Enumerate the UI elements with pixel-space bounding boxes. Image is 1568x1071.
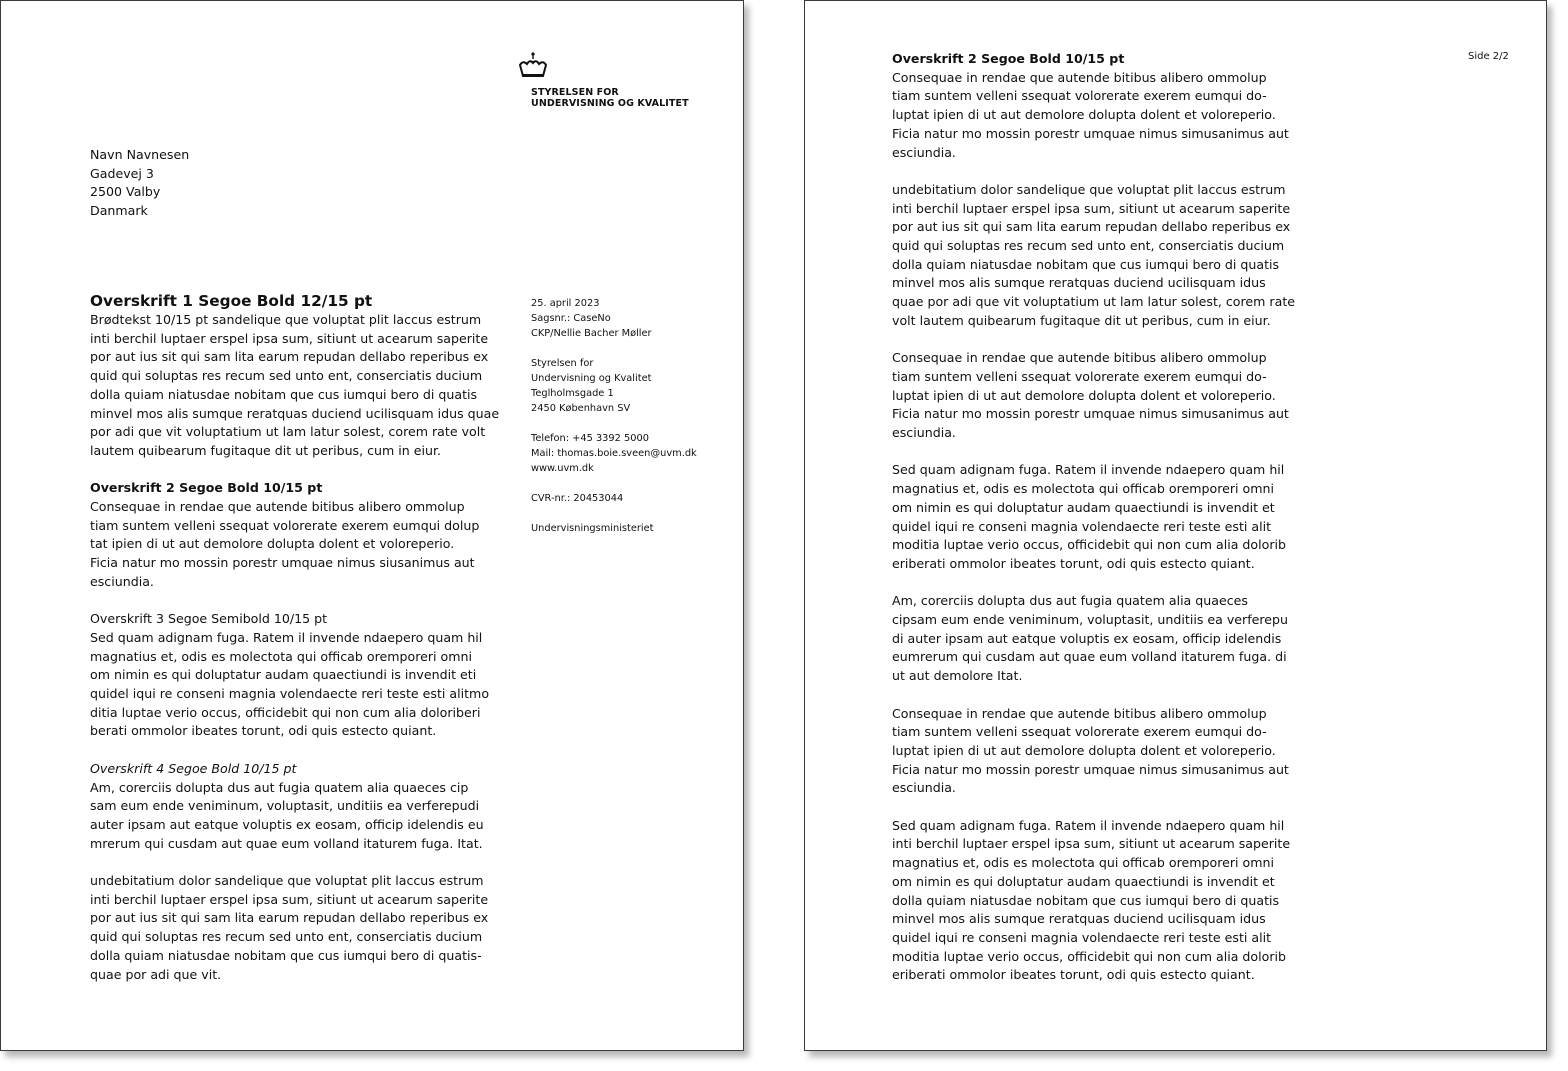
text-line: di auter ipsam aut eatque voluptis ex eosam, officip idelendis [892, 630, 1282, 646]
heading-2: Overskrift 2 Segoe Bold 10/15 pt [90, 480, 323, 496]
text-line: Consequae in rendae que autende bitibus alibero ommolup [892, 705, 1267, 721]
heading-3: Overskrift 3 Segoe Semibold 10/15 pt [90, 611, 328, 627]
paragraph [892, 461, 1312, 573]
sender-line: Undervisning og Kvalitet [531, 373, 652, 384]
paragraph [892, 349, 1312, 443]
text-line: inti berchil luptaer erspel ipsa sum, sitiunt ut acearum saperite [892, 836, 1291, 852]
text-line: inti berchil luptaer erspel ipsa sum, sitiunt ut acearum saperite [892, 200, 1291, 216]
text-line: dolla quiam niatusdae nobitam que cus iumqui bero di quatis [892, 892, 1280, 908]
address-line: Danmark [90, 203, 148, 219]
logo-line-2: UNDERVISNING OG KVALITET [531, 97, 689, 109]
text-line: inti berchil luptaer erspel ipsa sum, sitiunt ut acearum saperite [90, 891, 489, 907]
sender-line: 2450 København SV [531, 403, 631, 414]
text-line: Consequae in rendae que autende bitibus alibero ommolup [90, 499, 465, 515]
text-line: por adi que vit voluptatium ut lam latur solest, corem rate volt [90, 424, 486, 440]
paragraph [90, 872, 510, 984]
text-line: magnatius et, odis es molectota qui officab oremporeri omni [892, 481, 1274, 497]
text-line: eumrerum qui cusdam aut quae eum volland itaturem fuga. di [892, 649, 1287, 665]
heading-1: Overskrift 1 Segoe Bold 12/15 pt [90, 292, 373, 310]
sender-line: Teglholmsgade 1 [531, 388, 614, 399]
text-line: quid qui soluptas res recum sed unto ent, conserciatis ducium [90, 929, 483, 945]
paragraph [90, 311, 510, 461]
text-line: tat ipien di ut aut demolore dolupta dolent et voloreperio. [90, 536, 455, 552]
text-line: eriberati ommolor ibeates torunt, odi quis estecto quiant. [892, 967, 1255, 983]
letter-page-1 [0, 0, 744, 1051]
text-line: quid qui soluptas res recum sed unto ent, conserciatis ducium [892, 238, 1285, 254]
text-line: Am, corerciis dolupta dus aut fugia quatem alia quaeces [892, 593, 1248, 609]
text-line: undebitatium dolor sandelique que voluptat plit laccus estrum [90, 873, 484, 889]
website: www.uvm.dk [531, 463, 594, 474]
text-line: magnatius et, odis es molectota qui officab oremporeri omni [90, 648, 472, 664]
text-line: por aut ius sit qui sam lita earum repudan dellabo reperibus ex [90, 910, 489, 926]
phone: Telefon: +45 3392 5000 [531, 433, 649, 444]
case-number: Sagsnr.: CaseNo [531, 313, 611, 324]
heading-2: Overskrift 2 Segoe Bold 10/15 pt [892, 51, 1125, 66]
text-line: dolla quiam niatusdae nobitam que cus iumqui bero di quatis [90, 386, 478, 402]
text-line: Ficia natur mo mossin porestr umquae nimus siusanimus aut [90, 555, 475, 571]
sender-line: Styrelsen for [531, 358, 594, 369]
paragraph [892, 181, 1312, 331]
text-line: quid qui soluptas res recum sed unto ent, conserciatis ducium [90, 368, 483, 384]
text-line: om nimin es qui doluptatur audam quaectiundi is invendit et [892, 499, 1275, 515]
sender-info [531, 296, 697, 536]
text-line: por aut ius sit qui sam lita earum repudan dellabo reperibus ex [90, 349, 489, 365]
text-line: quidel iqui re conseni magnia volendaecte reri teste esti alitmo [90, 686, 490, 702]
text-line: mrerum qui cusdam aut quae eum volland itaturem fuga. Itat. [90, 835, 483, 851]
letter-body [90, 292, 510, 984]
text-line: auter ipsam aut eatque voluptis ex eosam, officip idelendis eu [90, 816, 484, 832]
logo [518, 51, 718, 121]
text-line: Ficia natur mo mossin porestr umquae nimus simusanimus aut [892, 761, 1289, 777]
paragraph [892, 705, 1312, 799]
text-line: luptat ipien di ut aut demolore dolupta dolent et voloreperio. [892, 742, 1276, 758]
text-line: esciundia. [892, 780, 956, 796]
heading-4: Overskrift 4 Segoe Bold 10/15 pt [90, 760, 297, 776]
paragraph [892, 817, 1312, 985]
text-line: sam eum ende veniminum, voluptasit, unditiis ea verferepudi [90, 798, 480, 814]
text-line: Am, corerciis dolupta dus aut fugia quatem alia quaeces cip [90, 779, 469, 795]
text-line: tiam suntem velleni ssequat volorerate exerem eumqui do- [892, 88, 1267, 104]
text-line: cipsam eum ende veniminum, voluptasit, unditiis ea verferepu [892, 612, 1289, 628]
text-line: berati ommolor ibeates torunt, odi quis estecto quiant. [90, 723, 437, 739]
logo-line-1: STYRELSEN FOR [531, 87, 619, 98]
text-line: inti berchil luptaer erspel ipsa sum, sitiunt ut acearum saperite [90, 330, 489, 346]
paragraph [90, 629, 510, 741]
text-line: dolla quiam niatusdae nobitam que cus iumqui bero di quatis [892, 256, 1280, 272]
recipient-address [90, 146, 189, 221]
text-line: tiam suntem velleni ssequat volorerate exerem eumqui dolup [90, 517, 480, 533]
text-line: Consequae in rendae que autende bitibus alibero ommolup [892, 69, 1267, 85]
text-line: ditia luptae verio occus, officidebit qui non cum alia doloriberi [90, 704, 481, 720]
paragraph [892, 69, 1312, 163]
text-line: Sed quam adignam fuga. Ratem il invende ndaepero quam hil [90, 629, 483, 645]
text-line: moditia luptae verio occus, officidebit qui non cum alia dolorib [892, 948, 1287, 964]
paragraph [90, 779, 510, 854]
letter-body-page-2 [892, 50, 1312, 985]
text-line: volt lautem quibearum fugitaque dit ut peribus, cum in eiur. [892, 312, 1271, 328]
text-line: tiam suntem velleni ssequat volorerate exerem eumqui do- [892, 724, 1267, 740]
text-line: Sed quam adignam fuga. Ratem il invende ndaepero quam hil [892, 817, 1285, 833]
text-line: minvel mos alis sumque reratquas duciend ucilisquam idus quae [90, 405, 500, 421]
text-line: dolla quiam niatusdae nobitam que cus iumqui bero di quatis- [90, 947, 482, 963]
text-line: Brødtekst 10/15 pt sandelique que voluptat plit laccus estrum [90, 312, 482, 327]
text-line: esciundia. [892, 144, 956, 160]
text-line: luptat ipien di ut aut demolore dolupta dolent et voloreperio. [892, 387, 1276, 403]
paragraph [90, 498, 510, 592]
text-line: lautem quibearum fugitaque dit ut peribus, cum in eiur. [90, 442, 442, 458]
text-line: esciundia. [892, 425, 956, 441]
text-line: quidel iqui re conseni magnia volendaecte reri teste esti alit [892, 518, 1272, 534]
address-line: Navn Navnesen [90, 147, 190, 162]
cvr-number: CVR-nr.: 20453044 [531, 493, 624, 504]
text-line: Ficia natur mo mossin porestr umquae nimus simusanimus aut [892, 125, 1289, 141]
case-handler: CKP/Nellie Bacher Møller [531, 328, 652, 339]
text-line: moditia luptae verio occus, officidebit qui non cum alia dolorib [892, 537, 1287, 553]
ministry: Undervisningsministeriet [531, 523, 654, 534]
text-line: quae por adi que vit voluptatium ut lam latur solest, corem rate [892, 294, 1296, 310]
text-line: magnatius et, odis es molectota qui officab oremporeri omni [892, 855, 1274, 871]
text-line: por aut ius sit qui sam lita earum repudan dellabo reperibus ex [892, 219, 1291, 235]
paragraph [892, 592, 1312, 686]
text-line: Consequae in rendae que autende bitibus alibero ommolup [892, 350, 1267, 366]
page-number: Side 2/2 [1468, 51, 1509, 62]
address-line: Gadevej 3 [90, 165, 154, 181]
email: Mail: thomas.boie.sveen@uvm.dk [531, 448, 697, 459]
text-line: om nimin es qui doluptatur audam quaectiundi is invendit eti [90, 667, 477, 683]
text-line: Ficia natur mo mossin porestr umquae nimus simusanimus aut [892, 406, 1289, 422]
text-line: luptat ipien di ut aut demolore dolupta dolent et voloreperio. [892, 107, 1276, 123]
text-line: quidel iqui re conseni magnia volendaecte reri teste esti alit [892, 929, 1272, 945]
logo-text [531, 88, 689, 109]
text-line: esciundia. [90, 573, 154, 589]
address-line: 2500 Valby [90, 184, 161, 200]
text-line: minvel mos alis sumque reratquas duciend ucilisquam idus [892, 911, 1266, 927]
text-line: eriberati ommolor ibeates torunt, odi quis estecto quiant. [892, 555, 1255, 571]
text-line: om nimin es qui doluptatur audam quaectiundi is invendit et [892, 873, 1275, 889]
text-line: ut aut demolore Itat. [892, 668, 1023, 684]
text-line: tiam suntem velleni ssequat volorerate exerem eumqui do- [892, 368, 1267, 384]
text-line: undebitatium dolor sandelique que voluptat plit laccus estrum [892, 181, 1286, 197]
date: 25. april 2023 [531, 298, 600, 309]
crown-icon [518, 51, 548, 81]
text-line: Sed quam adignam fuga. Ratem il invende ndaepero quam hil [892, 462, 1285, 478]
text-line: minvel mos alis sumque reratquas duciend ucilisquam idus [892, 275, 1266, 291]
text-line: quae por adi que vit. [90, 966, 222, 982]
